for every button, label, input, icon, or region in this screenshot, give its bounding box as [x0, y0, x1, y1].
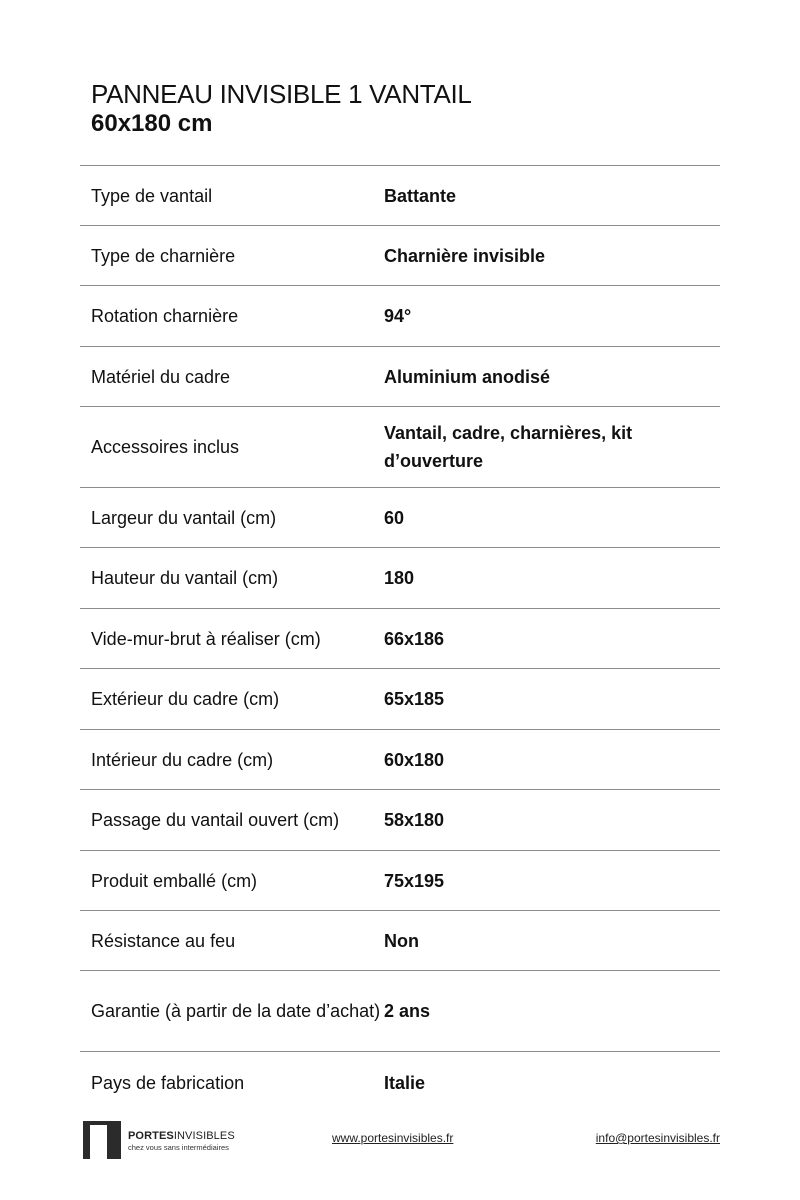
spec-label: Type de vantail	[91, 185, 213, 206]
spec-value: 58x180	[384, 810, 445, 830]
spec-label: Accessoires inclus	[91, 437, 240, 457]
page-title: PANNEAU INVISIBLE 1 VANTAIL	[91, 79, 472, 109]
spec-label: Produit emballé (cm)	[91, 870, 258, 891]
spec-label: Intérieur du cadre (cm)	[91, 749, 274, 770]
logo-name	[128, 1130, 235, 1143]
document-header	[91, 78, 472, 138]
spec-value: 60	[384, 507, 405, 528]
spec-label: Passage du vantail ouvert (cm)	[91, 810, 340, 830]
spec-value: Battante	[384, 185, 457, 206]
table-row	[80, 347, 720, 407]
table-row	[80, 911, 720, 971]
table-row	[80, 730, 720, 790]
spec-value: 60x180	[384, 749, 445, 770]
spec-label: Matériel du cadre	[91, 366, 231, 387]
spec-value: Aluminium anodisé	[384, 366, 551, 387]
logo-tagline: chez vous sans intermédiaires	[128, 1143, 229, 1152]
spec-label: Extérieur du cadre (cm)	[91, 689, 280, 709]
spec-value: 94°	[384, 306, 412, 326]
table-row	[80, 790, 720, 851]
footer	[0, 1118, 800, 1168]
spec-label: Type de charnière	[91, 245, 236, 266]
table-row	[80, 851, 720, 911]
spec-value: 2 ans	[384, 1001, 431, 1021]
spec-value: 180	[384, 568, 415, 588]
website-link[interactable]: www.portesinvisibles.fr	[332, 1131, 454, 1145]
door-frame-icon	[83, 1121, 121, 1159]
table-row	[80, 1052, 720, 1114]
logo-name-bold: PORTES	[128, 1130, 174, 1142]
table-row	[80, 971, 720, 1052]
spec-value: Vantail, cadre, charnières, kit d’ouverture	[384, 423, 633, 471]
spec-label: Rotation charnière	[91, 306, 239, 326]
spec-value: 66x186	[384, 628, 445, 649]
spec-table	[80, 165, 720, 1114]
table-row	[80, 226, 720, 286]
email-link[interactable]: info@portesinvisibles.fr	[595, 1131, 720, 1145]
spec-value: Non	[384, 930, 419, 951]
spec-label: Résistance au feu	[91, 930, 236, 951]
table-row	[80, 286, 720, 347]
product-dimensions: 60x180 cm	[91, 110, 213, 137]
table-row	[80, 488, 720, 548]
spec-label: Largeur du vantail (cm)	[91, 507, 277, 528]
spec-value: Italie	[384, 1073, 426, 1093]
spec-value: 65x185	[384, 689, 445, 709]
table-row	[80, 669, 720, 730]
spec-label: Garantie (à partir de la date d’achat)	[91, 1001, 381, 1021]
table-row	[80, 609, 720, 669]
spec-label: Pays de fabrication	[91, 1073, 245, 1093]
table-row	[80, 548, 720, 609]
company-logo	[83, 1121, 235, 1159]
logo-name-regular: INVISIBLES	[173, 1130, 235, 1142]
spec-value: Charnière invisible	[384, 245, 546, 266]
spec-label: Hauteur du vantail (cm)	[91, 568, 279, 588]
table-row	[80, 407, 720, 488]
spec-value: 75x195	[384, 870, 445, 891]
spec-label: Vide-mur-brut à réaliser (cm)	[91, 628, 321, 649]
table-row	[80, 166, 720, 226]
logo-wordmark	[128, 1130, 235, 1153]
